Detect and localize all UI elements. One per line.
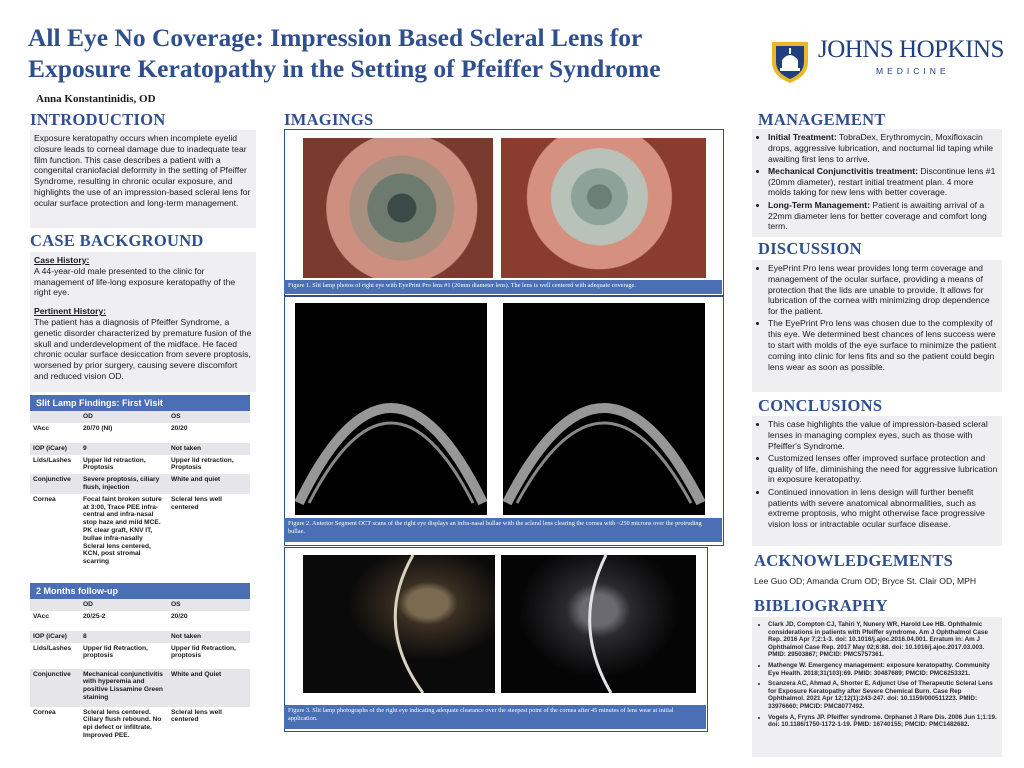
table-row <box>30 443 250 455</box>
bibliography-heading: BIBLIOGRAPHY <box>754 596 888 615</box>
slit-lamp-photo-3 <box>303 555 495 693</box>
table-cell: Severe proptosis, ciliary flush, injection <box>80 474 168 494</box>
table-cell: Conjunctive <box>30 669 80 707</box>
oct-scan-1 <box>295 303 487 515</box>
table-header-cell: OS <box>168 411 250 423</box>
management-item-label: Mechanical Conjunctivitis treatment: <box>768 165 918 176</box>
table-cell: Scleral lens centered. Ciliary flush rebound. No epi defect or infiltrate. Improved PEE. <box>83 708 162 739</box>
management-item-text: Patient is awaiting arrival of a 22mm diameter lens for better coverage and comfort long term. <box>768 199 987 232</box>
management-item-label: Long-Term Management: <box>768 199 871 210</box>
case-history-text: A 44-year-old male presented to the clinic for management of life-long exposure keratopathy of the right eye. <box>34 265 236 298</box>
table-cell: White and Quiet <box>168 669 250 707</box>
table-cell: Focal faint broken suture at 3:00, Trace PEE infra-central and infra-nasal stop haze and mild MCE. PK clear graft, KNV IT, bullae infra-nasally Scleral lens centered, KCN, post stromal scarring <box>83 495 162 566</box>
table-header-row <box>30 411 250 423</box>
management-item-text: TobraDex, Erythromycin, Moxifloxacin drops, aggressive lubrication, and nocturnal lid taping while awaiting first lens to arrive. <box>768 132 994 164</box>
table-cell: Cornea <box>33 495 56 503</box>
intro-box <box>30 130 256 228</box>
intro-heading: INTRODUCTION <box>30 110 166 129</box>
table-row <box>30 474 250 494</box>
acknowledgements-box <box>752 573 1002 591</box>
author-name: Anna Konstantinidis, OD <box>36 93 156 105</box>
table-row <box>30 707 250 742</box>
figure-3-caption: Figure 3. Slit lamp photographs of the right eye indicating adequate clearance over the steepest point of the cornea after 45 minutes of lens wear at initial application. <box>284 705 706 729</box>
table-cell: 20/20 <box>171 424 188 432</box>
slit-lamp-photo-4 <box>501 555 696 693</box>
table-header-cell <box>30 411 80 423</box>
table-cell: Lids/Lashes <box>33 644 72 652</box>
table-row <box>30 631 250 643</box>
table-cell: 20/70 (NI) <box>83 424 113 432</box>
dome-shield-icon <box>768 36 812 84</box>
table-cell: Mechanical conjunctivitis with hyperemia and positive Lissamine Green staining <box>80 669 168 707</box>
table-header-cell <box>30 599 80 611</box>
table-header-cell: OD <box>80 411 168 423</box>
table-row <box>30 611 250 631</box>
management-box <box>752 129 1002 237</box>
acknowledgements-heading: ACKNOWLEDGEMENTS <box>754 551 954 570</box>
list-item <box>768 132 998 164</box>
oct-scan-2 <box>503 303 705 515</box>
table-cell: VAcc <box>33 424 50 432</box>
slit-lamp-photo-1 <box>303 138 493 278</box>
table-row <box>30 423 250 443</box>
table-header-cell: OS <box>168 599 250 611</box>
list-item: • Vogels A, Fryns JP. Pfeiffer syndrome. Orphanet J Rare Dis. 2006 Jun 1;1:19. doi: 10.1186/1750-1172-1-19. PMID: 16740155; PMCID: PMC1482682. <box>768 714 998 729</box>
table-cell: Conjunctive <box>30 474 80 494</box>
list-item <box>768 166 998 198</box>
management-heading: MANAGEMENT <box>758 110 886 129</box>
list-item: • This case highlights the value of impression-based scleral lenses in managing complex eyes, such as those with Pfeiffer's Syndrome. <box>768 419 998 451</box>
table-cell: IOP (iCare) <box>30 443 80 455</box>
pertinent-history-label: Pertinent History: <box>34 306 107 317</box>
figure-1-caption: Figure 1. Slit lamp photos of right eye with EyePrint Pro lens #1 (20mm diameter lens). The lens is well centered with adequate coverage. <box>284 280 722 294</box>
poster-title: All Eye No Coverage: Impression Based Scleral Lens for Exposure Keratopathy in the Setting of Pfeiffer Syndrome <box>28 23 661 83</box>
table2-title: 2 Months follow-up <box>30 583 250 599</box>
table-cell: Upper lid Retraction, proptosis <box>83 644 148 660</box>
table-cell: Cornea <box>33 708 56 716</box>
table1-title: Slit Lamp Findings: First Visit <box>30 395 250 411</box>
table-header-cell: OD <box>80 599 168 611</box>
table-row <box>30 494 250 568</box>
table-cell: White and quiet <box>168 474 250 494</box>
imaging-heading: IMAGINGS <box>284 110 374 129</box>
table-cell: Lids/Lashes <box>33 456 72 464</box>
table-cell: Scleral lens well centered <box>171 495 222 511</box>
table-cell: Upper lid retraction, Proptosis <box>171 456 234 472</box>
table-row <box>30 669 250 707</box>
table-cell: 20/25-2 <box>83 612 106 620</box>
list-item: • Clark JD, Compton CJ, Tahiri Y, Nunery WR, Harold Lee HB. Ophthalmic considerations in patients with Pfeiffer syndrome. Am J Ophthalmol Case Rep. 2016 Apr 7;2:1-3. doi: 10.1016/j.ajoc.2016.04.001. Erratum in: Am J Ophthalmol Case Rep. 2017 May 02;6:88. doi: 10.1016/j.ajoc.2017.03.003. PMID: 29503867; PMCID: PMC5757361. <box>768 621 998 659</box>
table-cell: VAcc <box>33 612 50 620</box>
table-cell: Scleral lens well centered <box>171 708 222 724</box>
case-history-label: Case History: <box>34 255 90 265</box>
logo-wordmark: JOHNS HOPKINS <box>818 36 1004 63</box>
conclusions-box <box>752 416 1002 546</box>
list-item: • Mathenge W. Emergency management: exposure keratopathy. Community Eye Health. 2018;31(103):69. PMID: 30487689; PMCID: PMC6253321. <box>768 662 998 677</box>
list-item: • Customized lenses offer improved surface protection and quality of life, diminishing the need for aggressive lubrication in exposure keratopathy. <box>768 453 998 485</box>
table-cell: 9 <box>80 443 168 455</box>
list-item: • Scanzera AC, Ahmad A, Shorter E. Adjunct Use of Therapeutic Scleral Lens for Exposure Keratopathy after Severe Chemical Burn. Case Rep Ophthalmol. 2021 Apr 12;12(1):243-247. doi: 10.1159/000511223. PMID: 33976660; PMCID: PMC8077492. <box>768 680 998 710</box>
table-row <box>30 455 250 475</box>
list-item <box>768 200 998 232</box>
table-cell: IOP (iCare) <box>30 631 80 643</box>
table-cell: Upper lid Retraction, proptosis <box>171 644 236 660</box>
pertinent-history-text: The patient has a diagnosis of Pfeiffer Syndrome, a genetic disorder characterized by premature fusion of the skull and underdevelopment of the midface. He faced chronic ocular surface desiccation from severe proptosis, worsened by prior surgery, causing severe discomfort and reduced vision OD. <box>34 316 252 381</box>
discussion-heading: DISCUSSION <box>758 239 862 258</box>
case-box <box>30 252 256 392</box>
johns-hopkins-logo <box>768 36 1008 84</box>
list-item: • Continued innovation in lens design will further benefit patients with severe anatomical abnormalities, such as extreme proptosis, who might otherwise face progressive vision loss or intractable ocular surface disease. <box>768 487 998 530</box>
acknowledgements-text: Lee Guo OD; Amanda Crum OD; Bryce St. Clair OD, MPH <box>754 576 977 586</box>
table-header-row <box>30 599 250 611</box>
bibliography-box <box>752 617 1002 757</box>
list-item: • The EyePrint Pro lens was chosen due to the complexity of this eye. We determined best chances of lens success were to start with molds of the eye surface to minimize the patient coming into clinic for lens fits and so the patient could begin lens wear as soon as possible. <box>768 318 998 372</box>
slit-lamp-photo-2 <box>501 138 706 278</box>
table-cell: Not taken <box>168 443 250 455</box>
list-item: • EyePrint Pro lens wear provides long term coverage and management of the ocular surface, providing a means of protection that the lids are unable to provide. It allows for lubrication of the cornea with minimizing drop dependence for the patient. <box>768 263 998 317</box>
slit-lamp-first-visit-table <box>30 411 250 568</box>
case-heading: CASE BACKGROUND <box>30 231 204 250</box>
management-item-label: Initial Treatment: <box>768 132 837 142</box>
intro-text: Exposure keratopathy occurs when incomplete eyelid closure leads to corneal damage due to inadequate tear film function. This case describes a patient with a congenital craniofacial deformity in the setting of Pfeiffer Syndrome, resulting in chronic ocular exposure, and highlights the use of an impression-based scleral lens for ocular surface protection and long-term management. <box>34 133 251 208</box>
conclusions-heading: CONCLUSIONS <box>758 396 883 415</box>
table-cell: 8 <box>80 631 168 643</box>
discussion-box <box>752 260 1002 392</box>
management-item-text: Discontinue lens #1 (20mm diameter), restart initial treatment plan. 4 more molds taking for new lens with better coverage. <box>768 165 996 198</box>
table-cell: 20/20 <box>171 612 188 620</box>
table-cell: Upper lid retraction, Proptosis <box>83 456 146 472</box>
follow-up-table <box>30 599 250 742</box>
figure-2-caption: Figure 2. Anterior Segment OCT scans of the right eye displays an infra-nasal bullae with the scleral lens clearing the cornea with ~250 microns over the protruding bullae. <box>284 518 722 542</box>
logo-subtitle: MEDICINE <box>876 66 950 76</box>
table-row <box>30 643 250 669</box>
table-cell: Not taken <box>168 631 250 643</box>
